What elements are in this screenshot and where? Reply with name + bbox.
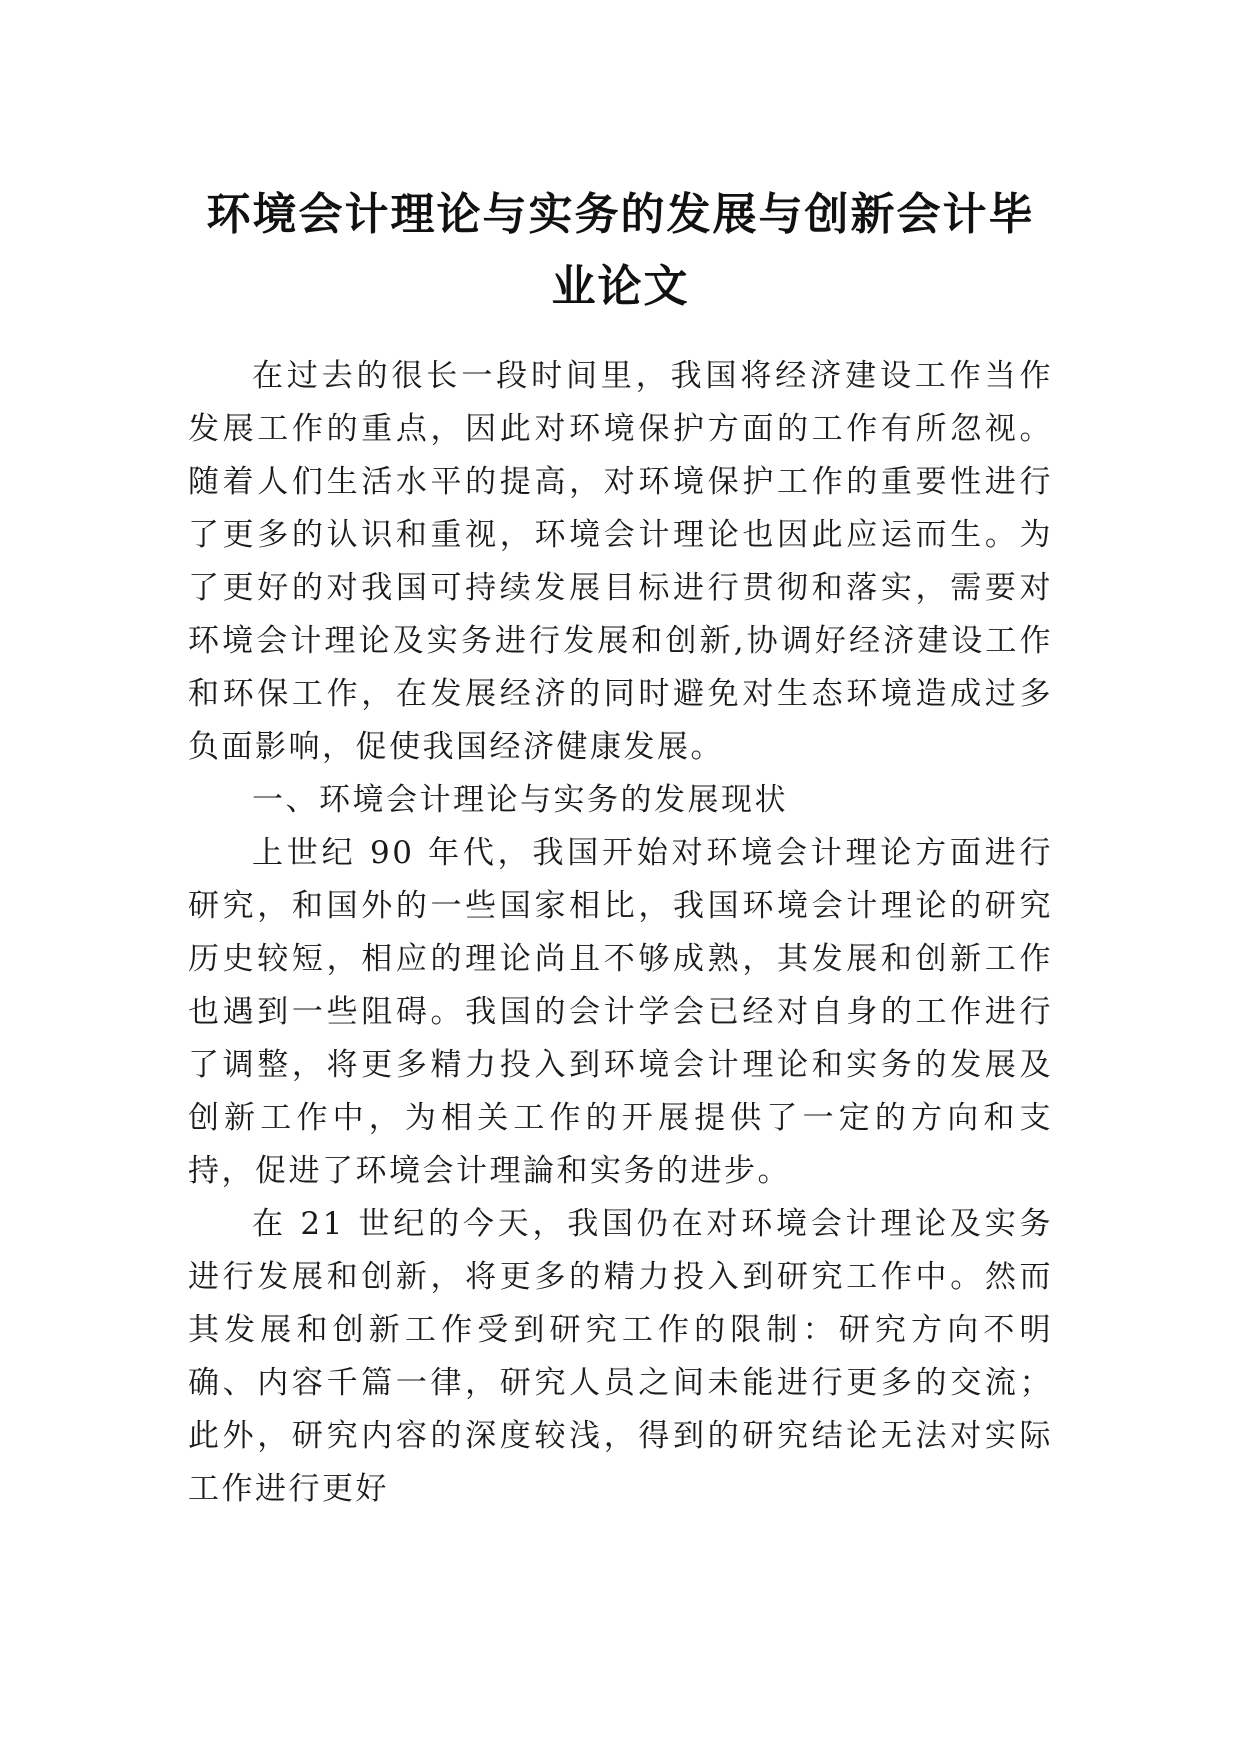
title-line-2: 业论文 — [551, 261, 690, 313]
document-body — [188, 350, 1053, 1516]
paragraph-history: 上世纪 90 年代，我国开始对环境会计理论方面进行研究，和国外的一些国家相比，我国环境会计理论的研究历史较短，相应的理论尚且不够成熟，其发展和创新工作也遇到一些阻碍。我国的会计学会已经对自身的工作进行了调整，将更多精力投入到环境会计理论和实务的发展及创新工作中，为相关工作的开展提供了一定的方向和支持，促进了环境会计理論和实务的进步。 — [188, 835, 1053, 1189]
document-title — [160, 179, 1081, 323]
title-line-1: 环境会计理论与实务的发展与创新会计毕 — [206, 189, 1035, 241]
section-heading: 一、环境会计理论与实务的发展现状 — [252, 782, 788, 818]
paragraph-current: 在 21 世纪的今天，我国仍在对环境会计理论及实务进行发展和创新，将更多的精力投入到研究工作中。然而其发展和创新工作受到研究工作的限制：研究方向不明确、内容千篇一律，研究人员之间未能进行更多的交流；此外，研究内容的深度较浅，得到的研究结论无法对实际工作进行更好 — [188, 1206, 1053, 1507]
paragraph-intro: 在过去的很长一段时间里，我国将经济建设工作当作发展工作的重点，因此对环境保护方面的工作有所忽视。随着人们生活水平的提高，对环境保护工作的重要性进行了更多的认识和重视，环境会计理论也因此应运而生。为了更好的对我国可持续发展目标进行贯彻和落实，需要对环境会计理论及实务进行发展和创新,协调好经济建设工作和环保工作，在发展经济的同时避免对生态环境造成过多负面影响，促使我国经济健康发展。 — [188, 358, 1053, 765]
